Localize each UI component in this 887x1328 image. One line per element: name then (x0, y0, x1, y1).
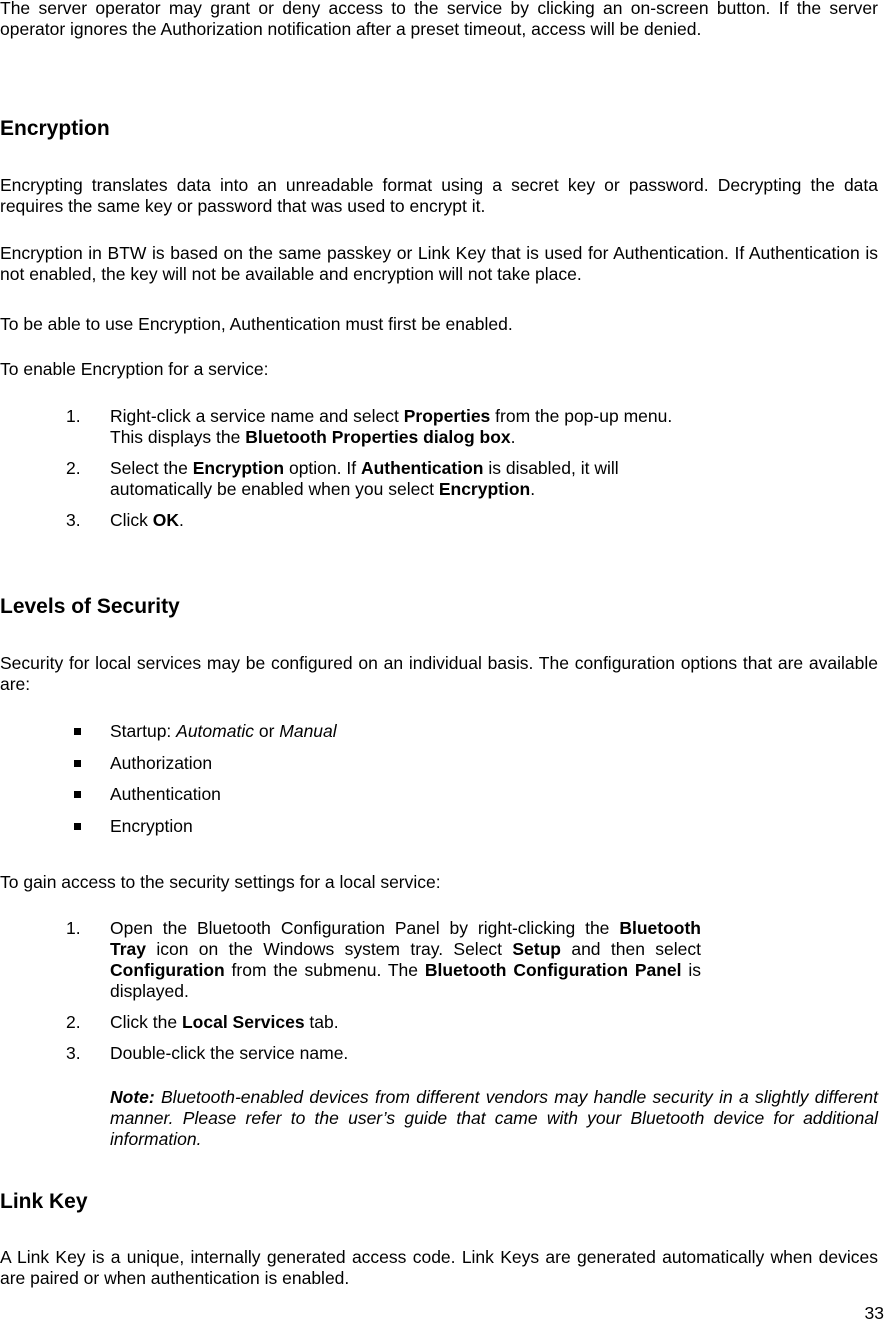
bullet-icon (74, 791, 81, 798)
encryption-paragraph-4: To enable Encryption for a service: (0, 359, 269, 379)
bullet-icon (74, 823, 81, 830)
step-number: 3. (66, 1043, 81, 1063)
encryption-steps (0, 406, 701, 541)
list-item: Authentication (0, 784, 337, 816)
list-item (0, 1012, 701, 1033)
list-item: Encryption (0, 816, 337, 848)
list-item (0, 918, 701, 1002)
levels-heading: Levels of Security (0, 595, 180, 618)
list-item (0, 406, 701, 448)
step-text: Select the Encryption option. If Authentication is disabled, it will automatically be enabled when you select Encryption. (110, 458, 619, 499)
page-number: 33 (864, 1303, 884, 1323)
list-item: Startup: Automatic or Manual (0, 721, 337, 753)
step-number: 1. (66, 406, 81, 426)
bullet-icon (74, 728, 81, 735)
security-note: Note: Bluetooth-enabled devices from different vendors may handle security in a slightly different manner. Please refer to the user’s guide that came with your Bluetooth device for additional information. (110, 1087, 878, 1149)
step-number: 3. (66, 510, 81, 530)
linkkey-heading: Link Key (0, 1190, 88, 1213)
list-item (0, 1043, 701, 1064)
list-item: Authorization (0, 753, 337, 785)
step-text: Double-click the service name. (110, 1043, 349, 1063)
encryption-heading: Encryption (0, 117, 110, 140)
encryption-paragraph-1: Encrypting translates data into an unreadable format using a secret key or password. Decrypting the data requires the same key or password that was used to encrypt it. (0, 175, 878, 216)
step-text: Open the Bluetooth Configuration Panel by right-clicking the Bluetooth Tray icon on the Windows system tray. Select Setup and then select Configuration from the submenu. The Bluetooth Configuration Panel is displayed. (110, 918, 701, 1001)
step-number: 1. (66, 918, 81, 938)
levels-paragraph-2: To gain access to the security settings for a local service: (0, 872, 441, 892)
step-text: Click OK. (110, 510, 184, 530)
step-text: Right-click a service name and select Properties from the pop-up menu. This displays the Bluetooth Properties dialog box. (110, 406, 673, 447)
encryption-paragraph-3: To be able to use Encryption, Authentication must first be enabled. (0, 314, 513, 334)
step-number: 2. (66, 458, 81, 478)
list-item (0, 510, 701, 531)
config-options-list (0, 721, 337, 847)
intro-paragraph: The server operator may grant or deny access to the service by clicking an on-screen button. If the server operator ignores the Authorization notification after a preset timeout, access will be denied. (0, 0, 878, 39)
step-text: Click the Local Services tab. (110, 1012, 339, 1032)
linkkey-paragraph: A Link Key is a unique, internally generated access code. Link Keys are generated automatically when devices are paired or when authentication is enabled. (0, 1247, 878, 1288)
levels-paragraph-1: Security for local services may be configured on an individual basis. The configuration options that are available are: (0, 653, 878, 694)
list-item (0, 458, 701, 500)
encryption-paragraph-2: Encryption in BTW is based on the same passkey or Link Key that is used for Authentication. If Authentication is not enabled, the key will not be available and encryption will not take place. (0, 243, 878, 284)
bullet-icon (74, 760, 81, 767)
security-steps (0, 918, 701, 1074)
step-number: 2. (66, 1012, 81, 1032)
